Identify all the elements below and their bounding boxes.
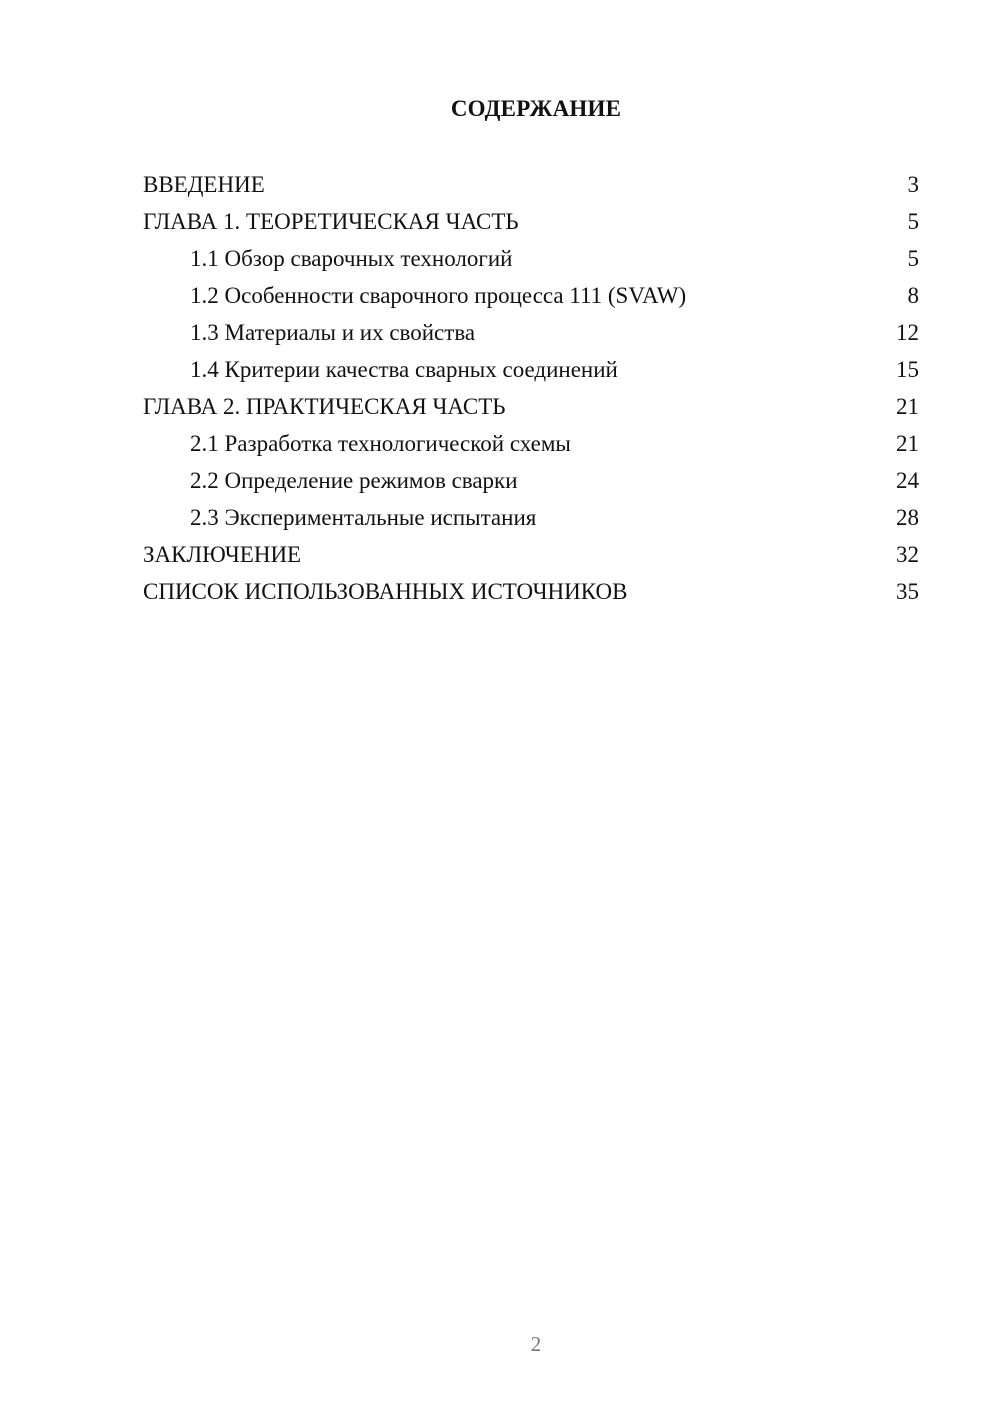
toc-entry-section-2-2[interactable] [143,462,919,499]
toc-entry-introduction[interactable] [143,166,919,203]
page-title: СОДЕРЖАНИЕ [450,96,622,121]
page-number: 2 [530,1332,542,1356]
toc-entry-label: 1.2 Особенности сварочного процесса 111 (SVAW) [190,283,687,308]
toc-entry-section-1-3[interactable] [143,314,919,351]
toc-entry-section-2-3[interactable] [143,499,919,536]
toc-entry-section-1-2[interactable] [143,277,919,314]
toc-entry-page: 5 [907,246,919,271]
toc-entry-label: ГЛАВА 2. ПРАКТИЧЕСКАЯ ЧАСТЬ [143,394,506,419]
toc-entry-page: 5 [907,209,919,234]
toc-entry-page: 32 [896,542,919,567]
toc-entry-page: 21 [896,394,919,419]
toc-entry-label: 2.2 Определение режимов сварки [190,468,518,493]
toc-entry-conclusion[interactable] [143,536,919,573]
toc-entry-chapter-1[interactable] [143,203,919,240]
toc-entry-section-1-4[interactable] [143,351,919,388]
toc-entry-label: ЗАКЛЮЧЕНИЕ [143,542,302,567]
toc-entry-label: 2.1 Разработка технологической схемы [190,431,571,456]
toc-entry-page: 28 [896,505,919,530]
toc-entry-section-1-1[interactable] [143,240,919,277]
toc-entry-label: 1.3 Материалы и их свойства [190,320,476,345]
toc-entry-page: 15 [896,357,919,382]
toc-entry-label: СПИСОК ИСПОЛЬЗОВАННЫХ ИСТОЧНИКОВ [143,579,628,604]
toc-entry-label: ГЛАВА 1. ТЕОРЕТИЧЕСКАЯ ЧАСТЬ [143,209,519,234]
toc-entry-label: 1.1 Обзор сварочных технологий [190,246,513,271]
table-of-contents [143,166,919,610]
toc-entry-label: 2.3 Экспериментальные испытания [190,505,537,530]
toc-entry-page: 35 [896,579,919,604]
toc-entry-label: 1.4 Критерии качества сварных соединений [190,357,618,382]
toc-entry-page: 21 [896,431,919,456]
toc-entry-page: 12 [896,320,919,345]
toc-entry-section-2-1[interactable] [143,425,919,462]
toc-entry-chapter-2[interactable] [143,388,919,425]
toc-entry-page: 3 [907,172,919,197]
toc-entry-page: 24 [896,468,919,493]
toc-entry-references[interactable] [143,573,919,610]
toc-entry-label: ВВЕДЕНИЕ [143,172,265,197]
toc-entry-page: 8 [907,283,919,308]
